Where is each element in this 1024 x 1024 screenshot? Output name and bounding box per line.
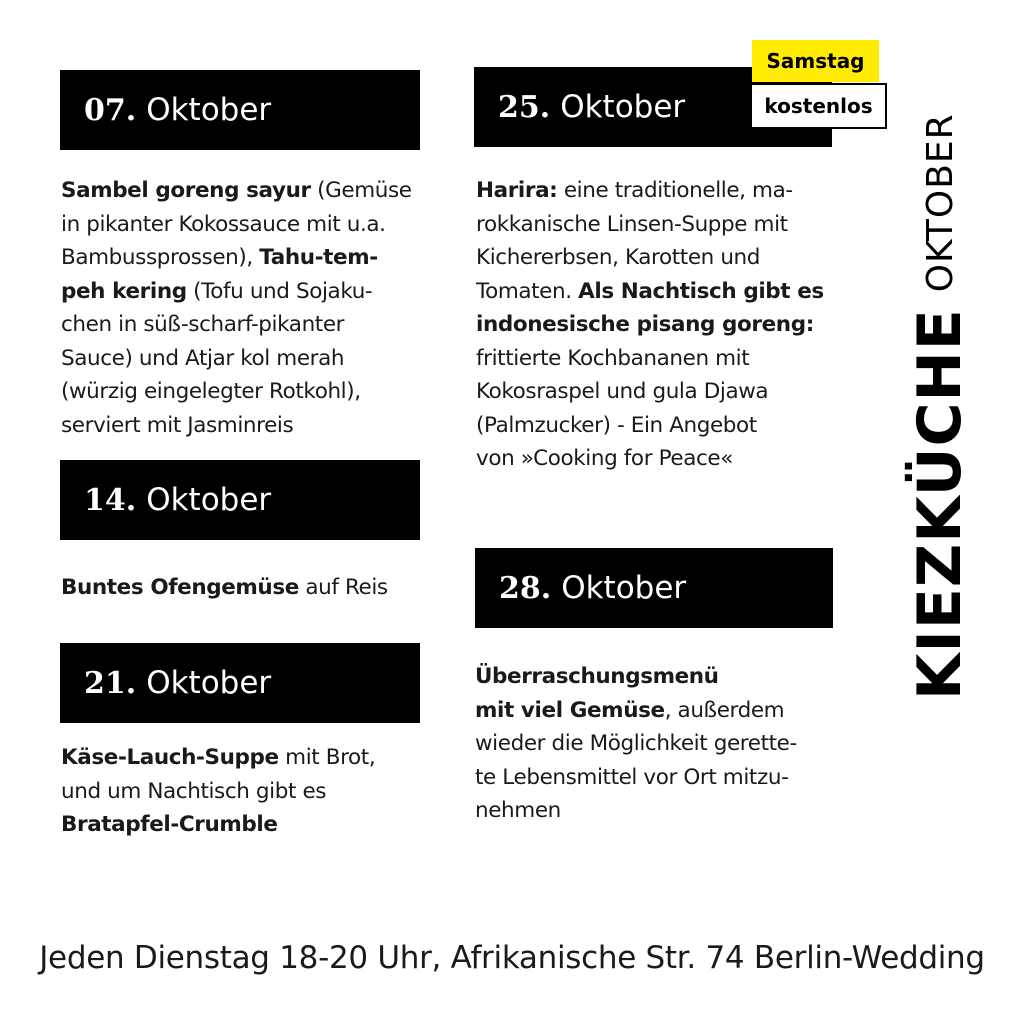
description-line (61, 241, 431, 275)
description-line (476, 442, 876, 476)
description-line (61, 375, 431, 409)
description-line (61, 342, 431, 376)
date-month: Oktober (146, 92, 272, 128)
description-text: auf Reis (298, 575, 388, 600)
kostenlos-tag: kostenlos (750, 83, 887, 129)
dish-name: Als Nachtisch gibt es (578, 278, 824, 304)
date-banner-14 (60, 460, 420, 540)
date-month: Oktober (146, 482, 272, 518)
description-line (476, 241, 876, 275)
dish-name: peh kering (61, 278, 187, 304)
description-line (61, 775, 431, 809)
description-text: rokkanische Linsen-Suppe mit (476, 211, 788, 237)
description-line (61, 409, 431, 443)
description-text: Sauce) und Atjar kol merah (61, 345, 345, 371)
description-line (475, 761, 875, 795)
samstag-tag: Samstag (752, 40, 879, 82)
vertical-title (890, 100, 990, 700)
description-text: Bambussprossen), (61, 245, 260, 270)
date-month: Oktober (146, 665, 272, 701)
dish-name: Bratapfel-Crumble (61, 812, 278, 837)
description-line (61, 275, 431, 309)
date-day: 28. (499, 570, 552, 606)
description-text: in pikanter Kokossauce mit u.a. (61, 211, 386, 237)
description-line (61, 808, 431, 842)
dish-name: Überraschungsmenü (475, 664, 719, 689)
kiezkueche-title: KIEZKÜCHE (905, 308, 975, 700)
dish-name: Sambel goreng sayur (61, 178, 311, 203)
description-text: (Palmzucker) - Ein Angebot (476, 412, 757, 438)
description-line (61, 208, 431, 242)
description-text: chen in süß-scharf-pikanter (61, 312, 345, 337)
dish-name: Harira: (476, 178, 558, 203)
description-line (475, 794, 875, 828)
dish-name: indonesische pisang goreng: (476, 312, 814, 337)
description-line (61, 741, 431, 775)
date-month: Oktober (560, 89, 686, 125)
description-line (476, 174, 876, 208)
description-line (475, 727, 875, 761)
description-text: nehmen (475, 798, 561, 823)
description-line (61, 308, 431, 342)
date-day: 21. (84, 665, 137, 701)
description-text: (würzig eingelegter Rotkohl), (61, 379, 361, 404)
date-banner-21 (60, 643, 420, 723)
dish-name: Käse-Lauch-Suppe (61, 745, 279, 770)
description-text: eine traditionelle, ma- (557, 178, 793, 203)
description-line (476, 308, 876, 342)
description-text: Tomaten. (476, 278, 579, 304)
date-banner-28 (475, 548, 833, 628)
footer-schedule: Jeden Dienstag 18-20 Uhr, Afrikanische Str. 74 Berlin-Wedding (39, 940, 985, 976)
description-text: Kichererbsen, Karotten und (476, 245, 761, 270)
date-day: 07. (84, 92, 137, 128)
description-line (61, 571, 431, 605)
description-line (476, 275, 876, 309)
description-text: (Tofu und Sojaku- (186, 278, 373, 304)
date-day: 14. (84, 482, 137, 518)
dish-name: Buntes Ofengemüse (61, 575, 299, 600)
description-line (476, 409, 876, 443)
description-line (476, 375, 876, 409)
description-text: te Lebensmittel vor Ort mitzu- (475, 764, 789, 790)
description-line (476, 342, 876, 376)
description-line (61, 174, 431, 208)
description-line (475, 660, 875, 694)
description-text: wieder die Möglichkeit gerette- (475, 731, 797, 756)
description-text: frittierte Kochbananen mit (476, 345, 750, 371)
menu-description-25 (476, 174, 876, 476)
dish-name: mit viel Gemüse (475, 697, 665, 723)
menu-description-14 (61, 571, 431, 605)
menu-description-07 (61, 174, 431, 442)
description-text: , außerdem (664, 697, 785, 723)
date-banner-07 (60, 70, 420, 150)
dish-name: Tahu-tem- (259, 245, 378, 270)
date-day: 25. (498, 89, 551, 125)
description-text: und um Nachtisch gibt es (61, 778, 327, 804)
menu-description-28 (475, 660, 875, 828)
description-text: Kokosraspel und gula Djawa (476, 379, 769, 404)
date-month: Oktober (561, 570, 687, 606)
description-text: (Gemüse (310, 178, 412, 203)
menu-description-21 (61, 741, 431, 842)
month-subtitle: OKTOBER (919, 113, 961, 293)
description-text: mit Brot, (278, 745, 376, 770)
description-line (475, 694, 875, 728)
description-line (476, 208, 876, 242)
description-text: serviert mit Jasminreis (61, 412, 294, 438)
description-text: von »Cooking for Peace« (476, 446, 733, 471)
